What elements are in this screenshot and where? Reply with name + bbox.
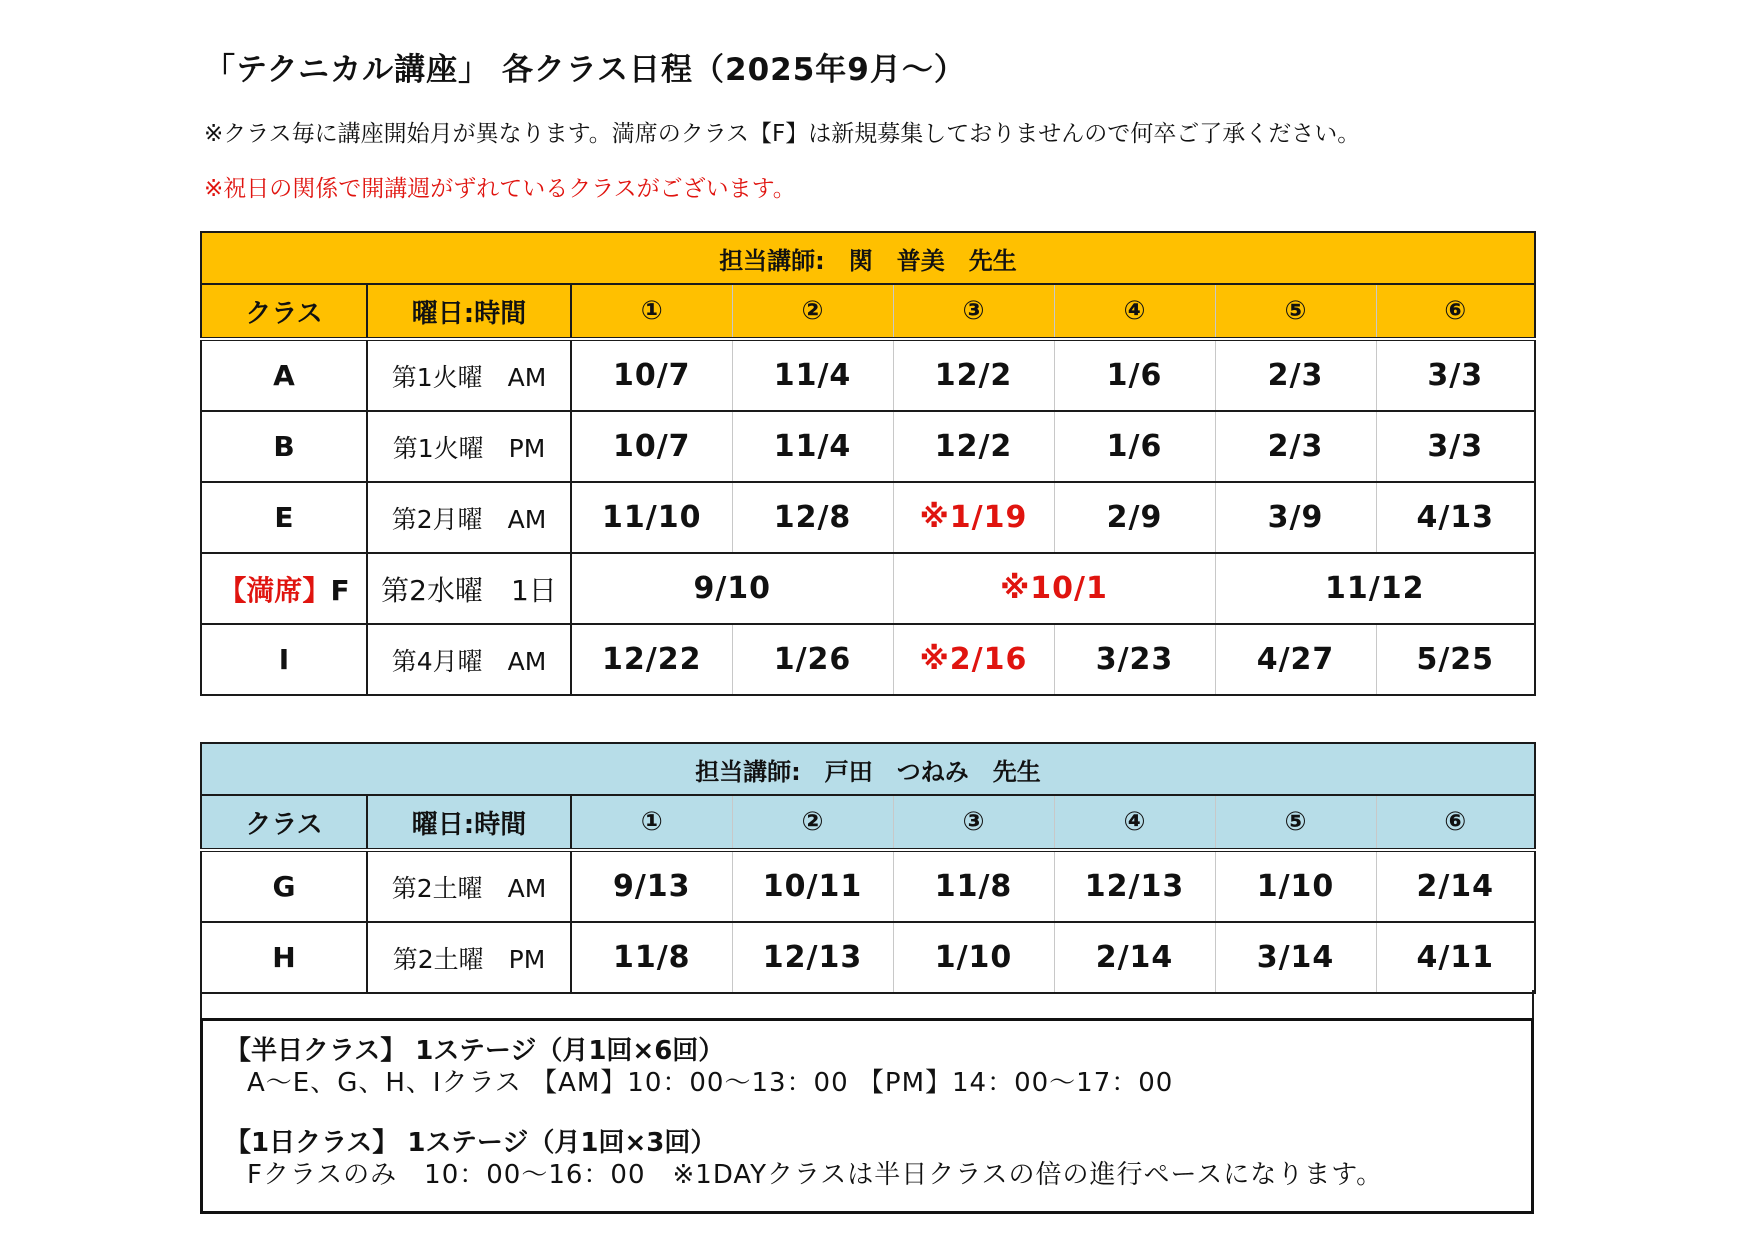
session-date: 10/7 <box>571 411 732 482</box>
session-date: 12/8 <box>732 482 893 553</box>
table-spacer <box>200 990 1534 1018</box>
session-date-shifted: ※1/19 <box>893 482 1054 553</box>
header-session-1: ① <box>571 795 732 850</box>
table-row <box>201 624 1535 695</box>
session-date: 2/14 <box>1376 850 1535 922</box>
session-date: 4/11 <box>1376 922 1535 993</box>
full-badge: 【満席】 <box>218 573 331 607</box>
teacher-name: 担当講師: 関 普美 先生 <box>201 232 1535 284</box>
session-date: 2/3 <box>1215 411 1376 482</box>
header-day-time: 曜日:時間 <box>367 284 571 339</box>
day-time: 第1火曜 PM <box>367 411 571 482</box>
class-name: E <box>201 482 367 553</box>
session-date: 1/26 <box>732 624 893 695</box>
class-name: A <box>201 339 367 411</box>
header-session-4: ④ <box>1054 795 1215 850</box>
class-name: H <box>201 922 367 993</box>
info-gap <box>225 1099 1531 1127</box>
page-title: 「テクニカル講座」 各クラス日程（2025年9月～） <box>204 52 966 88</box>
session-date: 11/4 <box>732 339 893 411</box>
session-date: 3/3 <box>1376 339 1535 411</box>
header-class: クラス <box>201 284 367 339</box>
day-time: 第2月曜 AM <box>367 482 571 553</box>
header-class: クラス <box>201 795 367 850</box>
day-time: 第1火曜 AM <box>367 339 571 411</box>
session-date: 3/23 <box>1054 624 1215 695</box>
schedule-table-seki <box>200 231 1536 696</box>
session-date: 9/10 <box>571 553 893 624</box>
class-name: B <box>201 411 367 482</box>
header-session-3: ③ <box>893 284 1054 339</box>
session-date: 12/2 <box>893 339 1054 411</box>
half-day-times: A～E、G、H、Iクラス 【AM】10：00～13：00 【PM】14：00～17：00 <box>247 1068 1174 1098</box>
class-name: G <box>201 850 367 922</box>
session-date: 2/3 <box>1215 339 1376 411</box>
session-date: 12/2 <box>893 411 1054 482</box>
header-session-2: ② <box>732 284 893 339</box>
table-row <box>201 922 1535 993</box>
header-session-5: ⑤ <box>1215 795 1376 850</box>
header-session-3: ③ <box>893 795 1054 850</box>
day-time: 第2土曜 AM <box>367 850 571 922</box>
header-row <box>201 795 1535 850</box>
header-day-time: 曜日:時間 <box>367 795 571 850</box>
session-date: 3/14 <box>1215 922 1376 993</box>
session-date-shifted: ※2/16 <box>893 624 1054 695</box>
header-session-2: ② <box>732 795 893 850</box>
session-date: 9/13 <box>571 850 732 922</box>
table-row <box>201 339 1535 411</box>
header-session-4: ④ <box>1054 284 1215 339</box>
header-session-6: ⑥ <box>1376 795 1535 850</box>
notice-text: ※クラス毎に講座開始月が異なります。満席のクラス【F】は新規募集しておりませんので何卒ご了承ください。 <box>204 121 1361 147</box>
table-row <box>201 411 1535 482</box>
session-date: 1/10 <box>1215 850 1376 922</box>
header-session-5: ⑤ <box>1215 284 1376 339</box>
full-day-heading: 【1日クラス】 1ステージ（月1回×3回） <box>225 1128 717 1158</box>
session-date: 5/25 <box>1376 624 1535 695</box>
class-letter: F <box>330 573 350 607</box>
full-day-times: Fクラスのみ 10：00～16：00 ※1DAYクラスは半日クラスの倍の進行ペースになります。 <box>247 1160 1384 1190</box>
session-date: 3/3 <box>1376 411 1535 482</box>
session-date-shifted: ※10/1 <box>893 553 1215 624</box>
header-session-1: ① <box>571 284 732 339</box>
session-date: 12/22 <box>571 624 732 695</box>
session-date: 11/4 <box>732 411 893 482</box>
session-date: 11/12 <box>1215 553 1535 624</box>
session-date: 3/9 <box>1215 482 1376 553</box>
session-date: 4/13 <box>1376 482 1535 553</box>
half-day-heading: 【半日クラス】 1ステージ（月1回×6回） <box>225 1036 725 1066</box>
session-date: 1/6 <box>1054 411 1215 482</box>
session-date: 11/8 <box>893 850 1054 922</box>
header-row <box>201 284 1535 339</box>
table-row <box>201 850 1535 922</box>
session-date: 10/7 <box>571 339 732 411</box>
session-date: 1/6 <box>1054 339 1215 411</box>
session-date: 1/10 <box>893 922 1054 993</box>
session-date: 12/13 <box>732 922 893 993</box>
session-date: 2/9 <box>1054 482 1215 553</box>
day-time: 第4月曜 AM <box>367 624 571 695</box>
session-date: 11/10 <box>571 482 732 553</box>
table-row <box>201 553 1535 624</box>
holiday-notice: ※祝日の関係で開講週がずれているクラスがございます。 <box>204 176 796 202</box>
class-name: I <box>201 624 367 695</box>
class-name <box>201 553 367 624</box>
table-row <box>201 482 1535 553</box>
session-date: 2/14 <box>1054 922 1215 993</box>
session-date: 11/8 <box>571 922 732 993</box>
header-session-6: ⑥ <box>1376 284 1535 339</box>
teacher-name: 担当講師: 戸田 つねみ 先生 <box>201 743 1535 795</box>
session-date: 4/27 <box>1215 624 1376 695</box>
class-info-box <box>200 1018 1534 1214</box>
schedule-table-toda <box>200 742 1536 994</box>
day-time: 第2水曜 1日 <box>367 553 571 624</box>
session-date: 12/13 <box>1054 850 1215 922</box>
session-date: 10/11 <box>732 850 893 922</box>
day-time: 第2土曜 PM <box>367 922 571 993</box>
